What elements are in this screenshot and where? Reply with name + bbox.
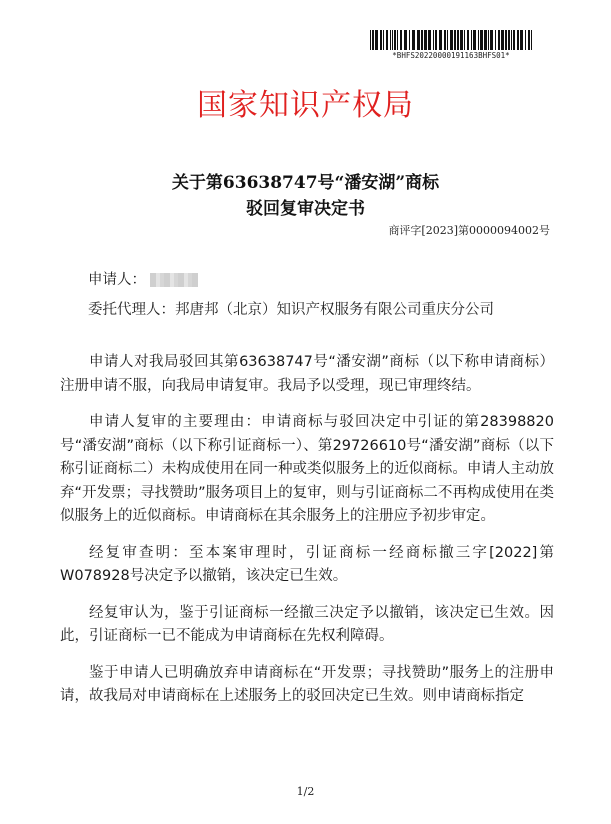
paragraph-withdrawal: 鉴于申请人已明确放弃申请商标在“开发票；寻找赞助”服务上的注册申请，故我局对申请商标在上述服务上的驳回决定已生效。则申请商标指定 (60, 664, 554, 704)
paragraph-grounds: 申请人复审的主要理由：申请商标与驳回决定中引证的第28398820号“潘安湖”商标（以下称引证商标一）、第29726610号“潘安湖”商标（以下称引证商标二）未构成使用在同一种或类似服务上的近似商标。申请人主动放弃“开发票；寻找赞助”服务项目上的复审，则与引证商标二不再构成使用在类似服务上的近似商标。申请商标在其余服务上的注册应予初步审定。 (60, 414, 554, 524)
applicant-label: 申请人： (88, 272, 146, 288)
barcode-code: *BHFS20220000191163BHFS01* (392, 51, 510, 60)
barcode-graphic (370, 30, 532, 50)
decision-title: 关于第63638747号“潘安湖”商标 (171, 173, 440, 193)
decision-subtitle: 驳回复审决定书 (246, 199, 365, 219)
decision-body (60, 351, 554, 720)
office-title: 国家知识产权局 (197, 88, 414, 123)
document-number: 商评字[2023]第0000094002号 (388, 224, 550, 237)
applicant-line (88, 268, 198, 289)
paragraph-intro: 申请人对我局驳回其第63638747号“潘安湖”商标（以下称申请商标）注册申请不服，向我局申请复审。我局予以受理，现已审理终结。 (60, 354, 554, 394)
paragraph-opinion: 经复审认为，鉴于引证商标一经撤三决定予以撤销，该决定已生效。因此，引证商标一已不能成为申请商标在先权利障碍。 (60, 604, 554, 644)
agent-line: 委托代理人：邦唐邦（北京）知识产权服务有限公司重庆分公司 (88, 302, 494, 318)
page-number: 1/2 (296, 785, 315, 798)
barcode-block (370, 30, 532, 60)
redacted-applicant-name (150, 273, 198, 287)
paragraph-findings: 经复审查明：至本案审理时，引证商标一经商标撤三字[2022]第W078928号决定予以撤销，该决定已生效。 (60, 544, 554, 584)
